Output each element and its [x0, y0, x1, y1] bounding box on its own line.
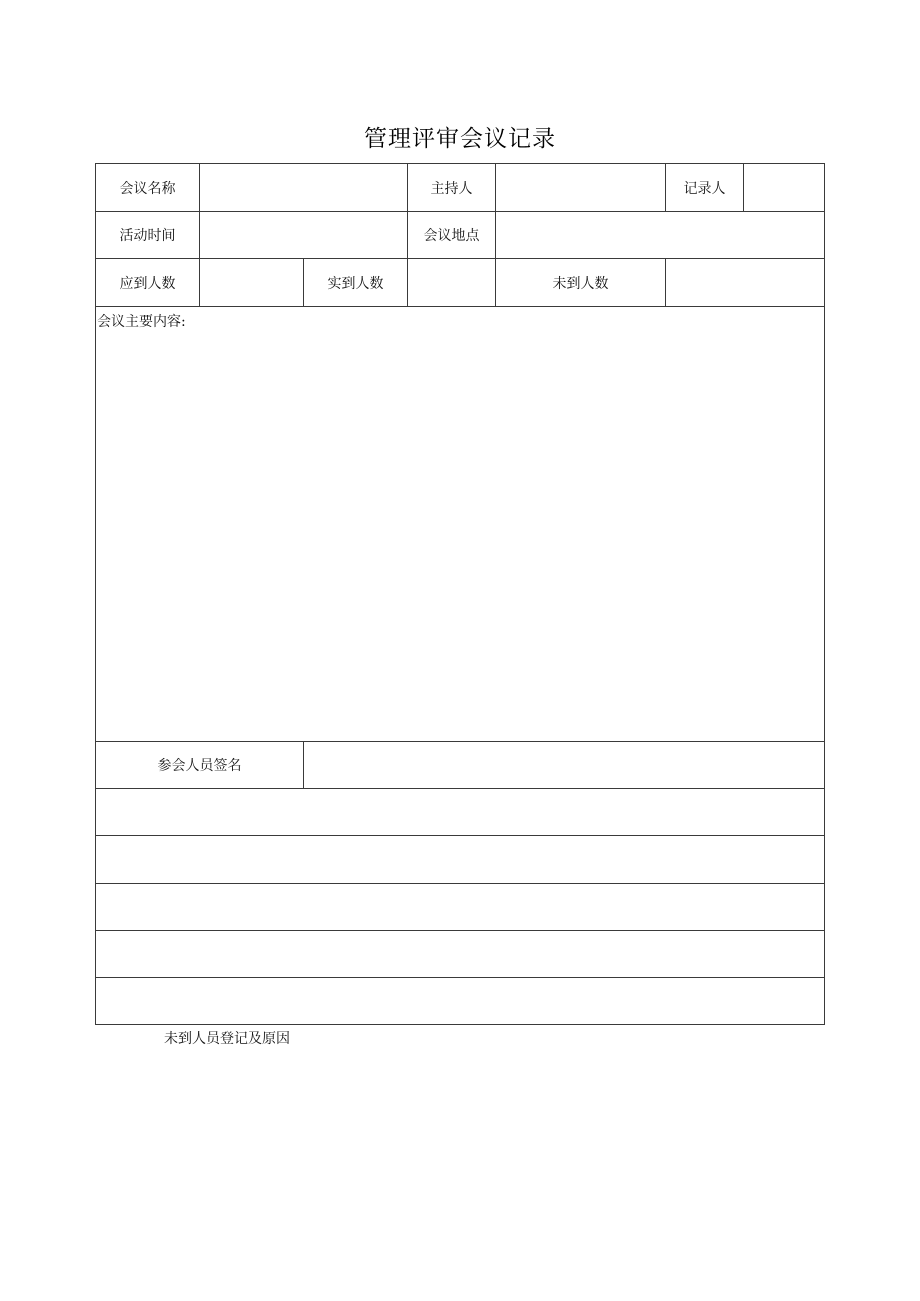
field-expected-attendees[interactable] [200, 259, 304, 307]
field-actual-attendees[interactable] [408, 259, 496, 307]
label-host: 主持人 [408, 164, 496, 212]
field-absent-count[interactable] [666, 259, 825, 307]
field-activity-time[interactable] [200, 212, 408, 259]
label-absent-count: 未到人数 [496, 259, 666, 307]
label-activity-time: 活动时间 [96, 212, 200, 259]
label-main-content: 会议主要内容: [97, 314, 186, 330]
label-recorder: 记录人 [666, 164, 744, 212]
field-recorder[interactable] [744, 164, 825, 212]
field-meeting-name[interactable] [200, 164, 408, 212]
signature-row[interactable] [96, 884, 825, 931]
signature-row[interactable] [96, 978, 825, 1025]
field-host[interactable] [496, 164, 666, 212]
meeting-record-table [95, 163, 825, 1025]
label-actual-attendees: 实到人数 [304, 259, 408, 307]
form-title: 管理评审会议记录 [364, 126, 556, 152]
label-expected-attendees: 应到人数 [96, 259, 200, 307]
label-attendee-signature: 参会人员签名 [96, 742, 304, 789]
field-attendee-signature[interactable] [304, 742, 825, 789]
signature-row[interactable] [96, 931, 825, 978]
field-meeting-location[interactable] [496, 212, 825, 259]
label-meeting-location: 会议地点 [408, 212, 496, 259]
main-content-area[interactable] [96, 307, 825, 742]
signature-row[interactable] [96, 836, 825, 884]
label-meeting-name: 会议名称 [96, 164, 200, 212]
signature-row[interactable] [96, 789, 825, 836]
absentee-registry-label: 未到人员登记及原因 [164, 1031, 290, 1047]
